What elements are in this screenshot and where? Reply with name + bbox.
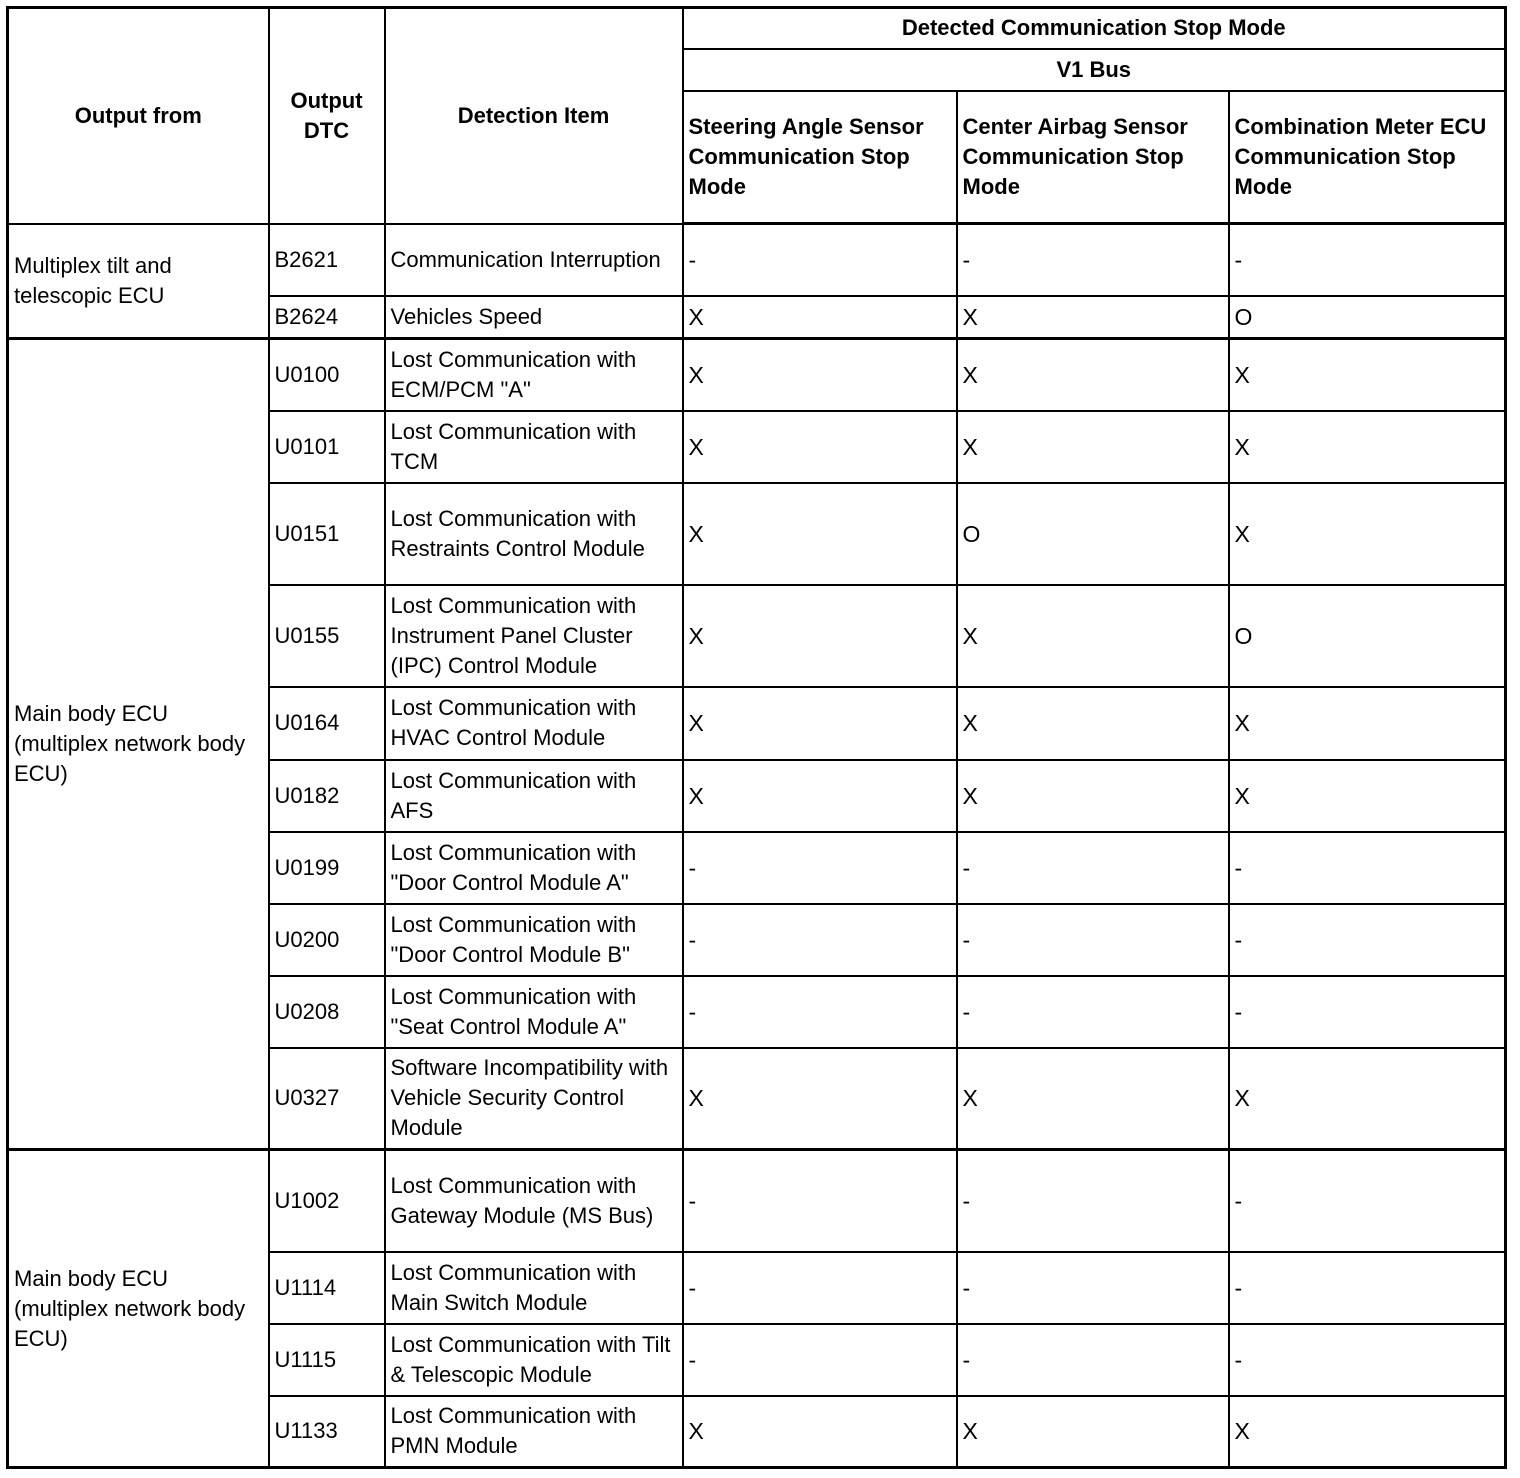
mode-cell-meter: X xyxy=(1229,1048,1506,1150)
mode-cell-steering: - xyxy=(683,832,957,904)
mode-cell-airbag: X xyxy=(957,339,1229,411)
dtc-cell: U1133 xyxy=(269,1396,385,1468)
mode-cell-meter: - xyxy=(1229,976,1506,1048)
table-header xyxy=(8,8,1506,224)
mode-cell-airbag: X xyxy=(957,687,1229,760)
detection-item-cell: Communication Interruption xyxy=(385,224,683,296)
mode-cell-meter: - xyxy=(1229,224,1506,296)
detection-item-cell: Lost Communication with Main Switch Module xyxy=(385,1252,683,1324)
header-bus: V1 Bus xyxy=(683,49,1506,91)
mode-cell-steering: - xyxy=(683,976,957,1048)
output-from-cell: Main body ECU (multiplex network body ECU) xyxy=(8,1150,269,1468)
dtc-cell: U0182 xyxy=(269,760,385,832)
detection-item-cell: Lost Communication with HVAC Control Module xyxy=(385,687,683,760)
mode-cell-steering: - xyxy=(683,1324,957,1396)
mode-cell-steering: X xyxy=(683,1396,957,1468)
detection-item-cell: Lost Communication with AFS xyxy=(385,760,683,832)
detection-item-cell: Lost Communication with "Door Control Module A" xyxy=(385,832,683,904)
header-detection-item: Detection Item xyxy=(385,8,683,224)
dtc-cell: U0151 xyxy=(269,483,385,585)
header-output-from: Output from xyxy=(8,8,269,224)
header-output-dtc: Output DTC xyxy=(269,8,385,224)
mode-cell-airbag: - xyxy=(957,1150,1229,1252)
dtc-cell: B2624 xyxy=(269,296,385,339)
mode-cell-steering: - xyxy=(683,224,957,296)
dtc-cell: B2621 xyxy=(269,224,385,296)
mode-cell-steering: X xyxy=(683,296,957,339)
dtc-cell: U0101 xyxy=(269,411,385,483)
mode-cell-meter: - xyxy=(1229,832,1506,904)
mode-cell-airbag: O xyxy=(957,483,1229,585)
mode-cell-meter: X xyxy=(1229,483,1506,585)
mode-cell-meter: O xyxy=(1229,585,1506,687)
dtc-cell: U1002 xyxy=(269,1150,385,1252)
mode-cell-steering: X xyxy=(683,687,957,760)
dtc-cell: U0155 xyxy=(269,585,385,687)
dtc-table xyxy=(6,6,1507,1469)
mode-cell-airbag: - xyxy=(957,832,1229,904)
dtc-cell: U1114 xyxy=(269,1252,385,1324)
mode-cell-meter: X xyxy=(1229,339,1506,411)
detection-item-cell: Lost Communication with TCM xyxy=(385,411,683,483)
mode-cell-airbag: X xyxy=(957,1396,1229,1468)
dtc-cell: U0100 xyxy=(269,339,385,411)
output-from-cell: Main body ECU (multiplex network body ECU) xyxy=(8,339,269,1150)
mode-cell-steering: X xyxy=(683,483,957,585)
table-row xyxy=(8,339,1506,411)
dtc-cell: U0164 xyxy=(269,687,385,760)
mode-cell-airbag: - xyxy=(957,976,1229,1048)
detection-item-cell: Lost Communication with Restraints Control Module xyxy=(385,483,683,585)
dtc-cell: U0208 xyxy=(269,976,385,1048)
mode-cell-meter: X xyxy=(1229,760,1506,832)
dtc-cell: U0200 xyxy=(269,904,385,976)
mode-cell-airbag: - xyxy=(957,224,1229,296)
header-mode-steering: Steering Angle Sensor Communication Stop Mode xyxy=(683,91,957,224)
mode-cell-airbag: X xyxy=(957,296,1229,339)
detection-item-cell: Vehicles Speed xyxy=(385,296,683,339)
dtc-cell: U0327 xyxy=(269,1048,385,1150)
mode-cell-meter: X xyxy=(1229,411,1506,483)
detection-item-cell: Lost Communication with "Seat Control Module A" xyxy=(385,976,683,1048)
mode-cell-meter: - xyxy=(1229,1150,1506,1252)
mode-cell-steering: - xyxy=(683,1252,957,1324)
mode-cell-steering: - xyxy=(683,1150,957,1252)
table-row xyxy=(8,1150,1506,1252)
detection-item-cell: Software Incompatibility with Vehicle Security Control Module xyxy=(385,1048,683,1150)
mode-cell-airbag: - xyxy=(957,1324,1229,1396)
mode-cell-meter: O xyxy=(1229,296,1506,339)
mode-cell-airbag: - xyxy=(957,1252,1229,1324)
header-mode-airbag: Center Airbag Sensor Communication Stop Mode xyxy=(957,91,1229,224)
mode-cell-steering: X xyxy=(683,339,957,411)
mode-cell-airbag: X xyxy=(957,1048,1229,1150)
table-row xyxy=(8,224,1506,296)
mode-cell-steering: X xyxy=(683,411,957,483)
mode-cell-meter: - xyxy=(1229,1252,1506,1324)
mode-cell-meter: - xyxy=(1229,904,1506,976)
dtc-cell: U0199 xyxy=(269,832,385,904)
detection-item-cell: Lost Communication with Instrument Panel Cluster (IPC) Control Module xyxy=(385,585,683,687)
detection-item-cell: Lost Communication with "Door Control Module B" xyxy=(385,904,683,976)
detection-item-cell: Lost Communication with PMN Module xyxy=(385,1396,683,1468)
mode-cell-airbag: X xyxy=(957,760,1229,832)
detection-item-cell: Lost Communication with ECM/PCM "A" xyxy=(385,339,683,411)
detection-item-cell: Lost Communication with Gateway Module (MS Bus) xyxy=(385,1150,683,1252)
detection-item-cell: Lost Communication with Tilt & Telescopic Module xyxy=(385,1324,683,1396)
output-from-cell: Multiplex tilt and telescopic ECU xyxy=(8,224,269,339)
mode-cell-airbag: - xyxy=(957,904,1229,976)
table-body xyxy=(8,224,1506,1468)
mode-cell-steering: X xyxy=(683,760,957,832)
mode-cell-steering: - xyxy=(683,904,957,976)
mode-cell-airbag: X xyxy=(957,585,1229,687)
mode-cell-steering: X xyxy=(683,1048,957,1150)
mode-cell-steering: X xyxy=(683,585,957,687)
header-mode-meter: Combination Meter ECU Communication Stop Mode xyxy=(1229,91,1506,224)
mode-cell-meter: X xyxy=(1229,687,1506,760)
mode-cell-meter: X xyxy=(1229,1396,1506,1468)
dtc-cell: U1115 xyxy=(269,1324,385,1396)
header-detected-mode: Detected Communication Stop Mode xyxy=(683,8,1506,49)
mode-cell-airbag: X xyxy=(957,411,1229,483)
mode-cell-meter: - xyxy=(1229,1324,1506,1396)
